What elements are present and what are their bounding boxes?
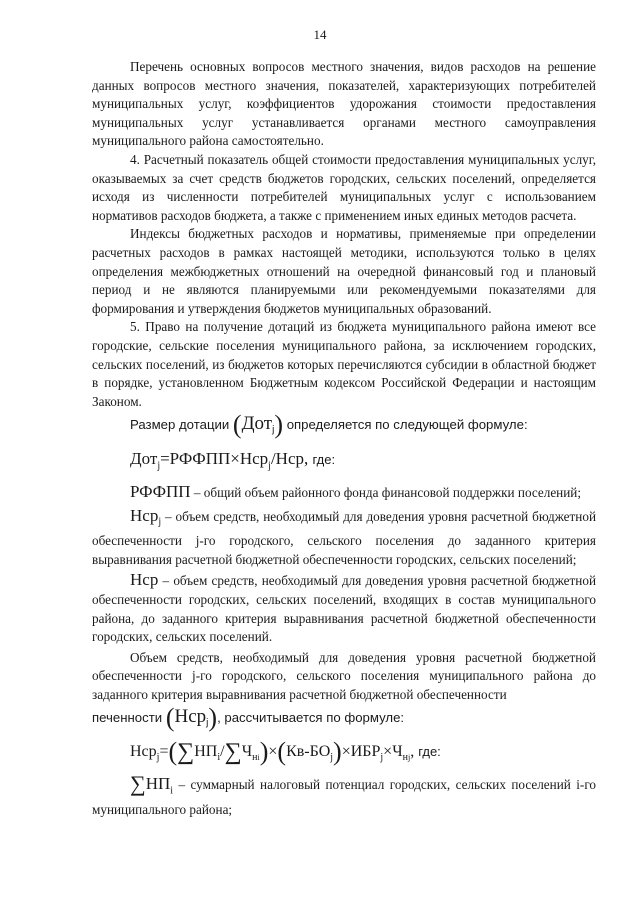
formula-2-np-sub: i xyxy=(217,752,221,764)
definition-2-term: Нср xyxy=(130,505,159,525)
definition-2-text: – объем средств, необходимый для доведения уровня расчетной бюджетной обеспеченности j-го городского, сельского поселения до заданного критерия выравнивания расчетной бюджетной обеспеченности городских, сельских поселений; xyxy=(92,508,596,567)
paragraph-3: Индексы бюджетных расходов и нормативы, применяемые при определении расчетных расходов в рамках настоящей методики, используются только в целях определения межбюджетных отношений на очередной финансовый год и плановый период и не являются планируемыми или рекомендуемыми показателями для формирования и утверждения бюджетов муниципальных образований. xyxy=(92,226,596,316)
formula-1-lhs-sub: j xyxy=(157,460,161,472)
formula-2-kv-sub: j xyxy=(330,752,334,764)
formula-2-where: где: xyxy=(418,744,441,760)
formula-1-intro-after: определяется по следующей формуле: xyxy=(286,417,528,433)
definition-3 xyxy=(92,571,596,646)
formula-2-ibr-sub: j xyxy=(380,752,384,764)
formula-1-intro: Размер дотации (Дот$_j$) определяется по следующей формуле: xyxy=(130,410,528,440)
formula-1-rhs-b: /Нср, xyxy=(270,448,309,468)
formula-2: $Нср_j=(\sum НП_i/\sum Ч_{нi})\times(Кв-БО_j)\times ИБР_j\times Ч_{нj}$, где: xyxy=(130,737,441,767)
formula-2-chn: Ч xyxy=(392,743,403,761)
formula-1 xyxy=(92,446,596,479)
definition-1-term: РФФПП xyxy=(130,482,191,502)
formula-2-intro-after: , рассчитывается по формуле: xyxy=(217,710,405,726)
definition-1 xyxy=(92,483,596,503)
formula-2-lhs: Нср xyxy=(130,743,157,761)
definition-1-text: – общий объем районного фонда финансовой поддержки поселений; xyxy=(190,485,582,501)
formula-2-lhs-sub: j xyxy=(156,752,160,764)
definition-4-term: НП xyxy=(145,774,171,794)
formula-2-chn-sub: нj xyxy=(402,752,411,764)
formula-2-ibr: ИБР xyxy=(350,743,381,761)
definition-4-text: – суммарный налоговый потенциал городских, сельских поселений i-го муниципального района; xyxy=(92,777,596,818)
formula-2-ch: Ч xyxy=(241,743,253,761)
formula-2-intro: печенности (Нср$_j$), рассчитывается по формуле: xyxy=(92,703,405,733)
formula-2-intro-tail: печенности xyxy=(92,710,163,726)
formula-2-np: НП xyxy=(194,743,218,761)
formula-1-rhs-sub: j xyxy=(268,460,271,472)
formula-1-lhs: Дот xyxy=(130,448,158,468)
formula-2-ch-sub: нi xyxy=(252,752,260,764)
definition-2 xyxy=(92,507,596,569)
formula-1-rhs-a: =РФФПП×Нср xyxy=(160,448,269,468)
formula-2-sum-2: ∑ xyxy=(224,739,242,766)
definition-4 xyxy=(92,771,596,820)
page-number: 14 xyxy=(313,27,327,42)
formula-2-intro-sub: j xyxy=(206,718,209,730)
formula-1-intro-sub: j xyxy=(272,424,275,436)
paragraph-2: 4. Расчетный показатель общей стоимости предоставления муниципальных услуг, оказываемых за счет средств бюджетов городских, сельских поселений, определяется исходя из численности потребителей муниципальных услуг с использованием нормативов расходов бюджета, а также с применением иных единых методов расчета. xyxy=(92,151,596,223)
definition-2-sub: j xyxy=(158,516,162,528)
formula-1-intro-symbol: Дот xyxy=(241,413,273,435)
definition-3-term: Нср xyxy=(130,570,159,590)
definition-4-sum: ∑ xyxy=(130,771,146,797)
paragraph-4: 5. Право на получение дотаций из бюджета муниципального района имеют все городские, сельские поселения муниципального района, за исключением городских, сельских поселений, из бюджетов которых перечисляются субсидии в областной бюджет в порядке, установленном Бюджетным кодексом Российской Федерации и настоящим Законом. xyxy=(92,319,596,409)
paragraph-5: Объем средств, необходимый для доведения уровня расчетной бюджетной обеспеченности j-го городского, сельского поселения муниципального района до заданного критерия выравнивания расчетной бюджетной обеспеченности xyxy=(92,649,596,702)
document-body xyxy=(92,58,596,820)
formula-1-intro-before: Размер дотации xyxy=(130,417,230,433)
definition-4-sub: i xyxy=(170,785,174,797)
paragraph-1: Перечень основных вопросов местного значения, видов расходов на решение данных вопросов местного значения, показателей, характеризующих потребителей муниципальных услуг, коэффициентов удорожания стоимости предоставления муниципальных услуг устанавливается органами местного самоуправления муниципального района самостоятельно. xyxy=(92,59,596,149)
formula-1-where: где: xyxy=(312,451,336,467)
formula-2-intro-symbol: Нср xyxy=(174,706,207,728)
formula-2-kv: Кв-БО xyxy=(286,743,331,761)
definition-3-text: – объем средств, необходимый для доведения уровня расчетной бюджетной обеспеченности городских, сельских поселений, входящих в состав муниципального района, до заданного критерия выравнивания расчетной бюджетной обеспеченности городских, сельских поселений. xyxy=(92,573,596,645)
formula-2-sum-1: ∑ xyxy=(177,739,195,766)
